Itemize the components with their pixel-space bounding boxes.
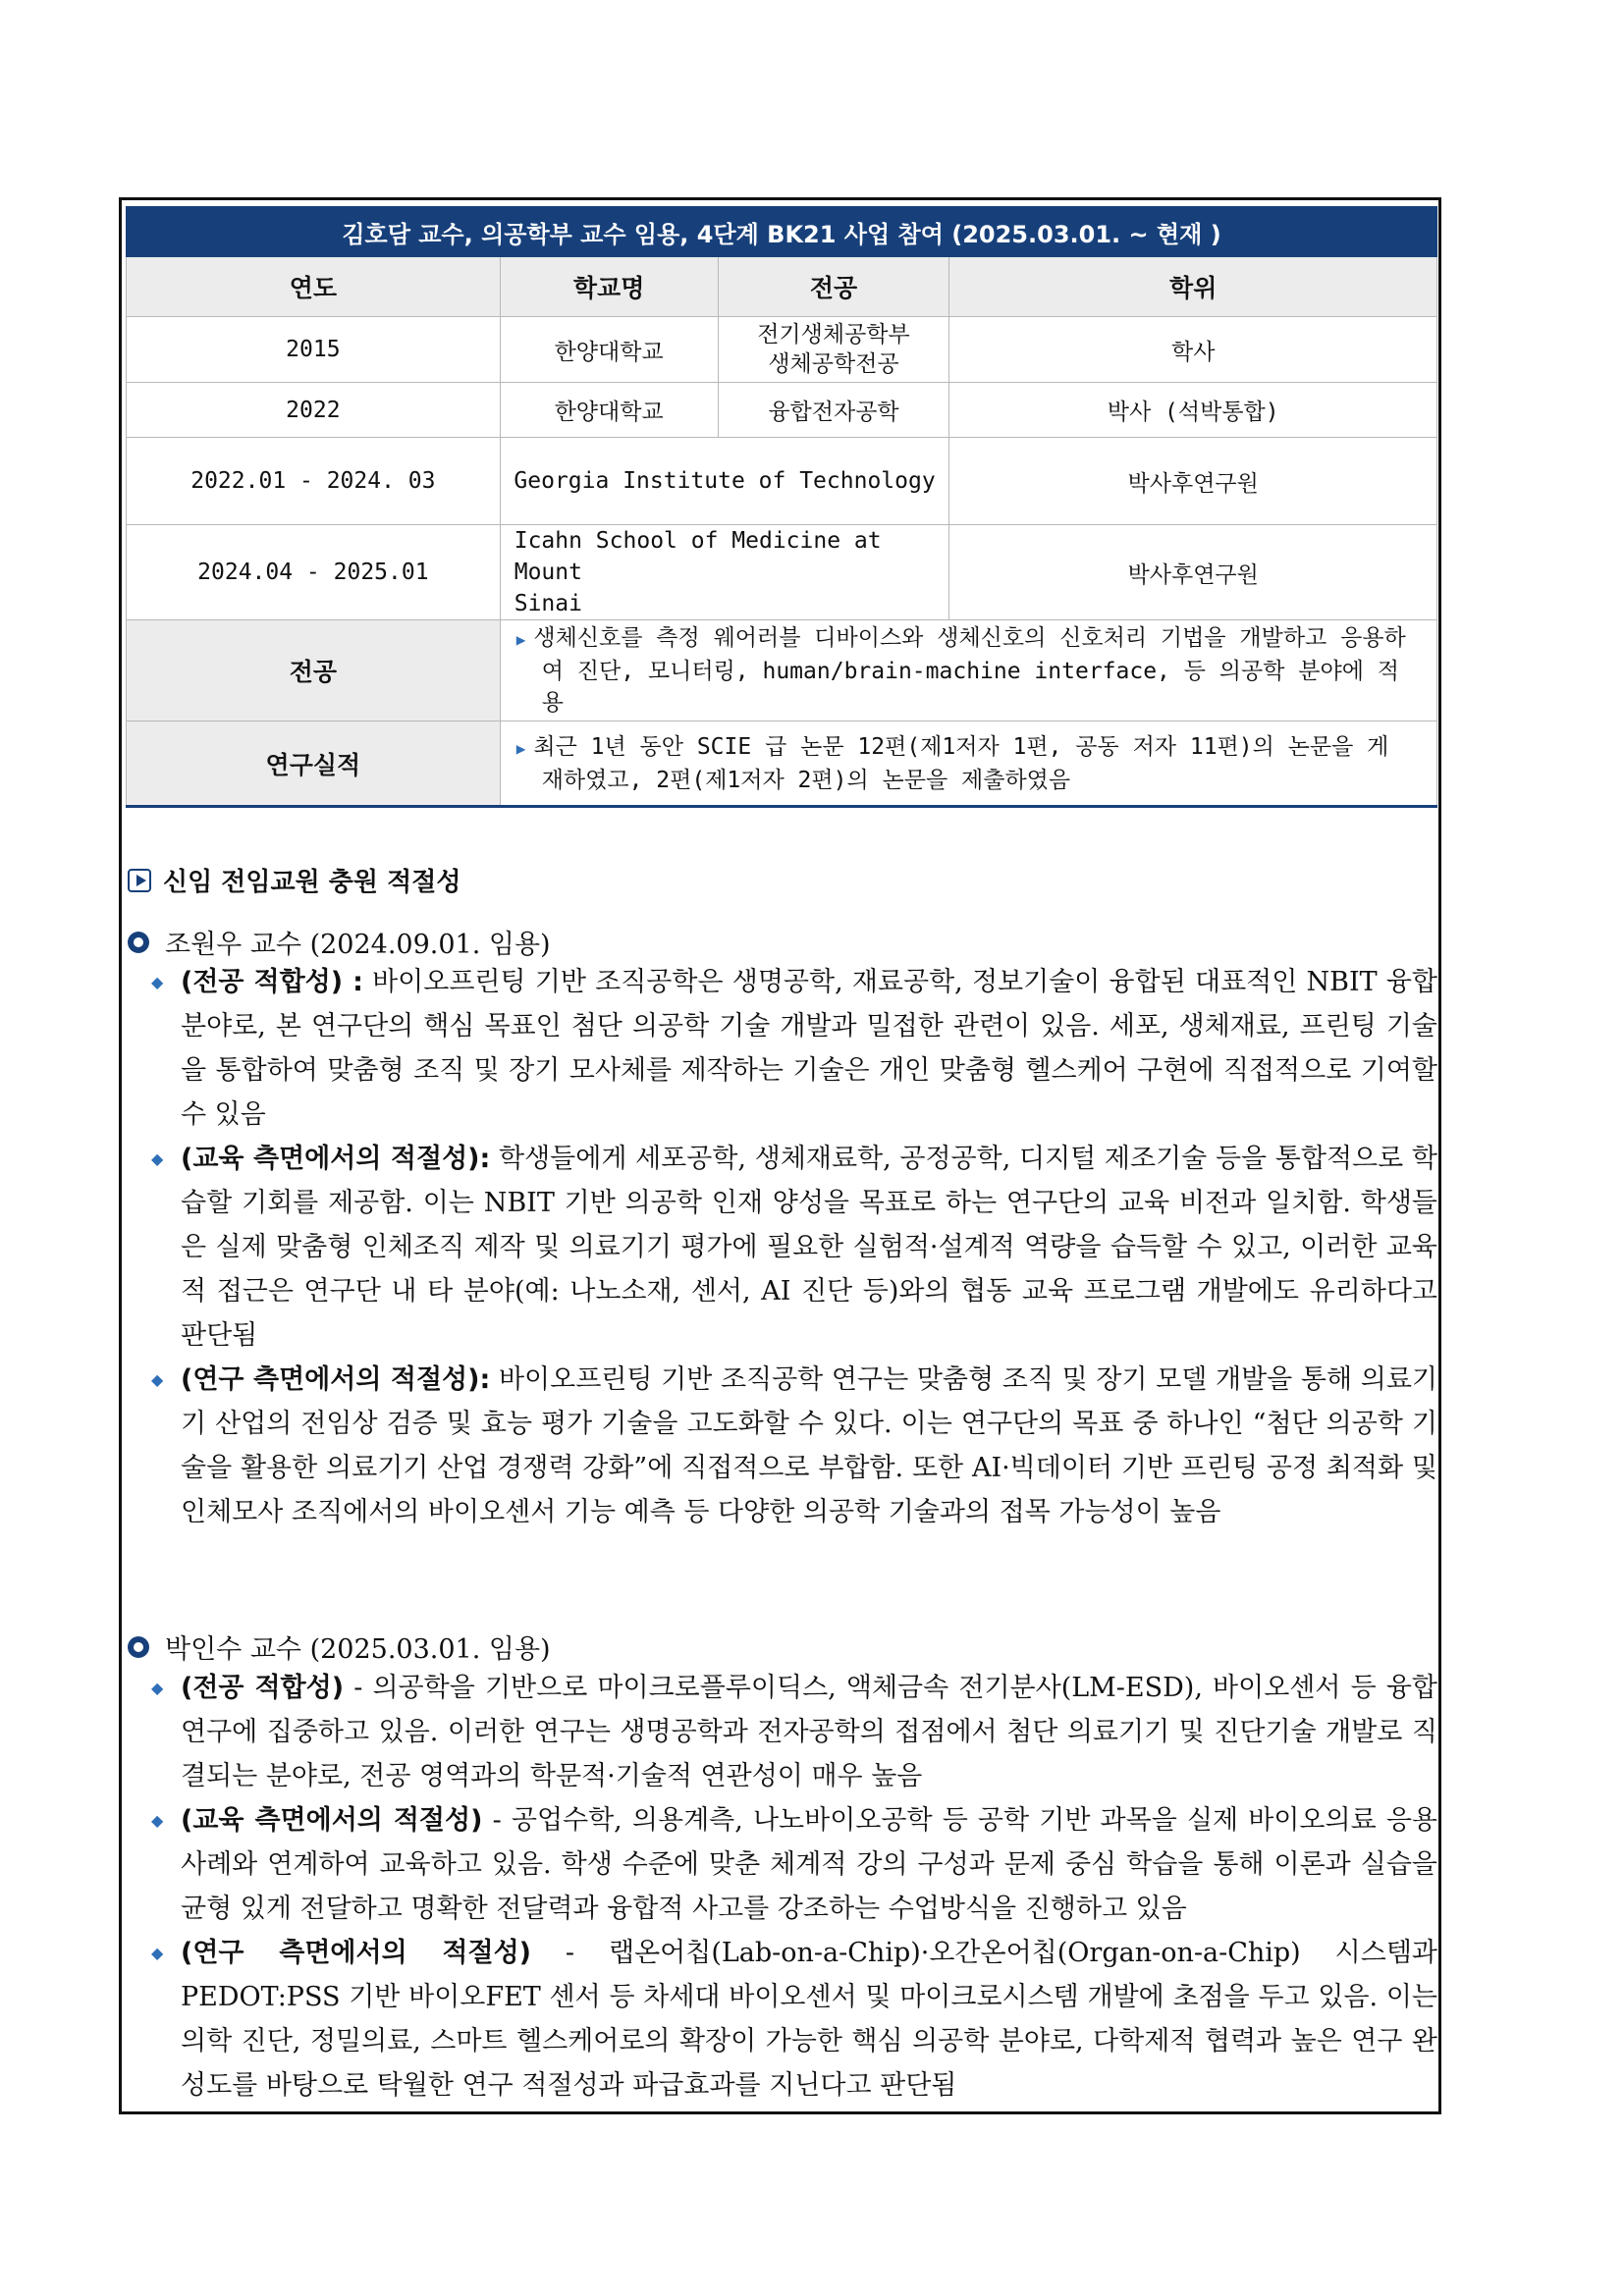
row-school: 한양대학교 <box>500 383 718 438</box>
research-label: 연구실적 <box>127 721 501 807</box>
diamond-bullet-icon: ◆ <box>151 1811 164 1830</box>
item-label: (전공 적합성) <box>181 1673 345 1703</box>
table-row <box>127 383 1437 438</box>
row-school: 한양대학교 <box>500 317 718 383</box>
row-year: 2022.01 - 2024. 03 <box>127 438 501 525</box>
item-text: - 공업수학, 의용계측, 나노바이오공학 등 공학 기반 과목을 실제 바이오의료 응용 사례와 연계하여 교육하고 있음. 학생 수준에 맞춘 체계적 강의 구성과 문제 중심 학습을 통해 이론과 실습을 균형 있게 전달하고 명확한 전달력과 융합적 사고를 강조하는 수업방식을 진행하고 있음 <box>181 1805 1437 1924</box>
item-text: - 의공학을 기반으로 마이크로플루이딕스, 액체금속 전기분사(LM-ESD), 바이오센서 등 융합 연구에 집중하고 있음. 이러한 연구는 생명공학과 전자공학의 접점에서 첨단 의료기기 및 진단기술 개발로 직결되는 분야로, 전공 영역과의 학문적·기술적 연관성이 매우 높음 <box>181 1673 1437 1791</box>
row-institution <box>500 525 949 620</box>
item-text: 바이오프린팅 기반 조직공학 연구는 맞춤형 조직 및 장기 모델 개발을 통해 의료기기 산업의 전임상 검증 및 효능 평가 기술을 고도화할 수 있다. 이는 연구단의 목표 중 하나인 “첨단 의공학 기술을 활용한 의료기기 산업 경쟁력 강화”에 직접적으로 부합함. 또한 AI·빅데이터 기반 프린팅 공정 최적화 및 인체모사 조직에서의 바이오센서 기능 예측 등 다양한 의공학 기술과의 접목 가능성이 높음 <box>181 1364 1437 1527</box>
triangle-bullet-icon: ▶ <box>515 630 526 649</box>
table-title: 김호담 교수, 의공학부 교수 임용, 4단계 BK21 사업 참여 (2025.03.01. ~ 현재 ) <box>127 207 1437 257</box>
row-major-line1: 전기생체공학부 <box>757 322 910 347</box>
major-text: 생체신호를 측정 웨어러블 디바이스와 생체신호의 신호처리 기법을 개발하고 응용하여 진단, 모니터링, human/brain-machine interface, 등 의공학 분야에 적용 <box>533 625 1406 716</box>
row-year: 2022 <box>127 383 501 438</box>
header-school: 학교명 <box>500 257 718 317</box>
table-row <box>127 525 1437 620</box>
diamond-bullet-icon: ◆ <box>151 1944 164 1962</box>
diamond-bullet-icon: ◆ <box>151 1679 164 1697</box>
row-position: 박사후연구원 <box>949 438 1437 525</box>
triangle-bullet-icon: ▶ <box>515 738 526 758</box>
table-row <box>127 620 1437 721</box>
person-items <box>147 960 1437 1534</box>
major-label: 전공 <box>127 620 501 721</box>
list-item <box>147 1798 1437 1931</box>
diamond-bullet-icon: ◆ <box>151 973 164 991</box>
row-position: 박사후연구원 <box>949 525 1437 620</box>
arrow-box-icon <box>128 869 151 892</box>
header-year: 연도 <box>127 257 501 317</box>
row-institution: Georgia Institute of Technology <box>500 438 949 525</box>
item-label: (연구 측면에서의 적절성): <box>181 1364 491 1395</box>
person-name: 박인수 교수 (2025.03.01. 임용) <box>165 1634 551 1665</box>
person-heading <box>128 1628 551 1666</box>
item-label: (연구 측면에서의 적절성) <box>181 1938 531 1968</box>
item-label: (교육 측면에서의 적절성) <box>181 1805 483 1836</box>
row-major-line2: 생체공학전공 <box>768 351 899 377</box>
item-label: (전공 적합성) : <box>181 967 363 997</box>
row-major <box>718 317 949 383</box>
diamond-bullet-icon: ◆ <box>151 1370 164 1389</box>
header-major: 전공 <box>718 257 949 317</box>
circle-bullet-icon <box>128 932 149 953</box>
item-label: (교육 측면에서의 적절성): <box>181 1144 491 1174</box>
row-degree: 박사 (석박통합) <box>949 383 1437 438</box>
profile-table <box>126 206 1437 808</box>
table-row <box>127 721 1437 807</box>
person-heading <box>128 923 551 961</box>
section-title-text: 신임 전임교원 충원 적절성 <box>163 868 461 897</box>
row-institution-line1: Icahn School of Medicine at Mount <box>514 528 882 585</box>
major-cell <box>500 620 1436 721</box>
item-text: 바이오프린팅 기반 조직공학은 생명공학, 재료공학, 정보기술이 융합된 대표적인 NBIT 융합 분야로, 본 연구단의 핵심 목표인 첨단 의공학 기술 개발과 밀접한 관련이 있음. 세포, 생체재료, 프린팅 기술을 통합하여 맞춤형 조직 및 장기 모사체를 제작하는 기술은 개인 맞춤형 헬스케어 구현에 직접적으로 기여할 수 있음 <box>181 967 1437 1130</box>
diamond-bullet-icon: ◆ <box>151 1149 164 1168</box>
row-institution-line2: Sinai <box>514 591 582 616</box>
person-items <box>147 1666 1437 2108</box>
list-item <box>147 1137 1437 1358</box>
list-item <box>147 1931 1437 2108</box>
circle-bullet-icon <box>128 1636 149 1658</box>
header-degree: 학위 <box>949 257 1437 317</box>
table-row <box>127 317 1437 383</box>
section-title <box>128 862 460 898</box>
item-text: 학생들에게 세포공학, 생체재료학, 공정공학, 디지털 제조기술 등을 통합적으로 학습할 기회를 제공함. 이는 NBIT 기반 의공학 인재 양성을 목표로 하는 연구단의 교육 비전과 일치함. 학생들은 실제 맞춤형 인체조직 제작 및 의료기기 평가에 필요한 실험적·설계적 역량을 습득할 수 있고, 이러한 교육적 접근은 연구단 내 타 분야(예: 나노소재, 센서, AI 진단 등)와의 협동 교육 프로그램 개발에도 유리하다고 판단됨 <box>181 1144 1437 1351</box>
row-degree: 학사 <box>949 317 1437 383</box>
item-text: - 랩온어칩(Lab-on-a-Chip)·오간온어칩(Organ-on-a-Chip) 시스템과 PEDOT:PSS 기반 바이오FET 센서 등 차세대 바이오센서 및 마이크로시스템 개발에 초점을 두고 있음. 이는 의학 진단, 정밀의료, 스마트 헬스케어로의 확장이 가능한 핵심 의공학 분야로, 다학제적 협력과 높은 연구 완성도를 바탕으로 탁월한 연구 적절성과 파급효과를 지닌다고 판단됨 <box>181 1938 1437 2101</box>
row-major: 융합전자공학 <box>718 383 949 438</box>
person-name: 조원우 교수 (2024.09.01. 임용) <box>165 930 551 960</box>
research-text: 최근 1년 동안 SCIE 급 논문 12편(제1저자 1편, 공동 저자 11편)의 논문을 게재하였고, 2편(제1저자 2편)의 논문을 제출하였음 <box>533 733 1389 793</box>
row-year: 2015 <box>127 317 501 383</box>
list-item <box>147 960 1437 1137</box>
research-cell <box>500 721 1436 807</box>
row-year: 2024.04 - 2025.01 <box>127 525 501 620</box>
table-row <box>127 438 1437 525</box>
list-item <box>147 1358 1437 1534</box>
list-item <box>147 1666 1437 1798</box>
